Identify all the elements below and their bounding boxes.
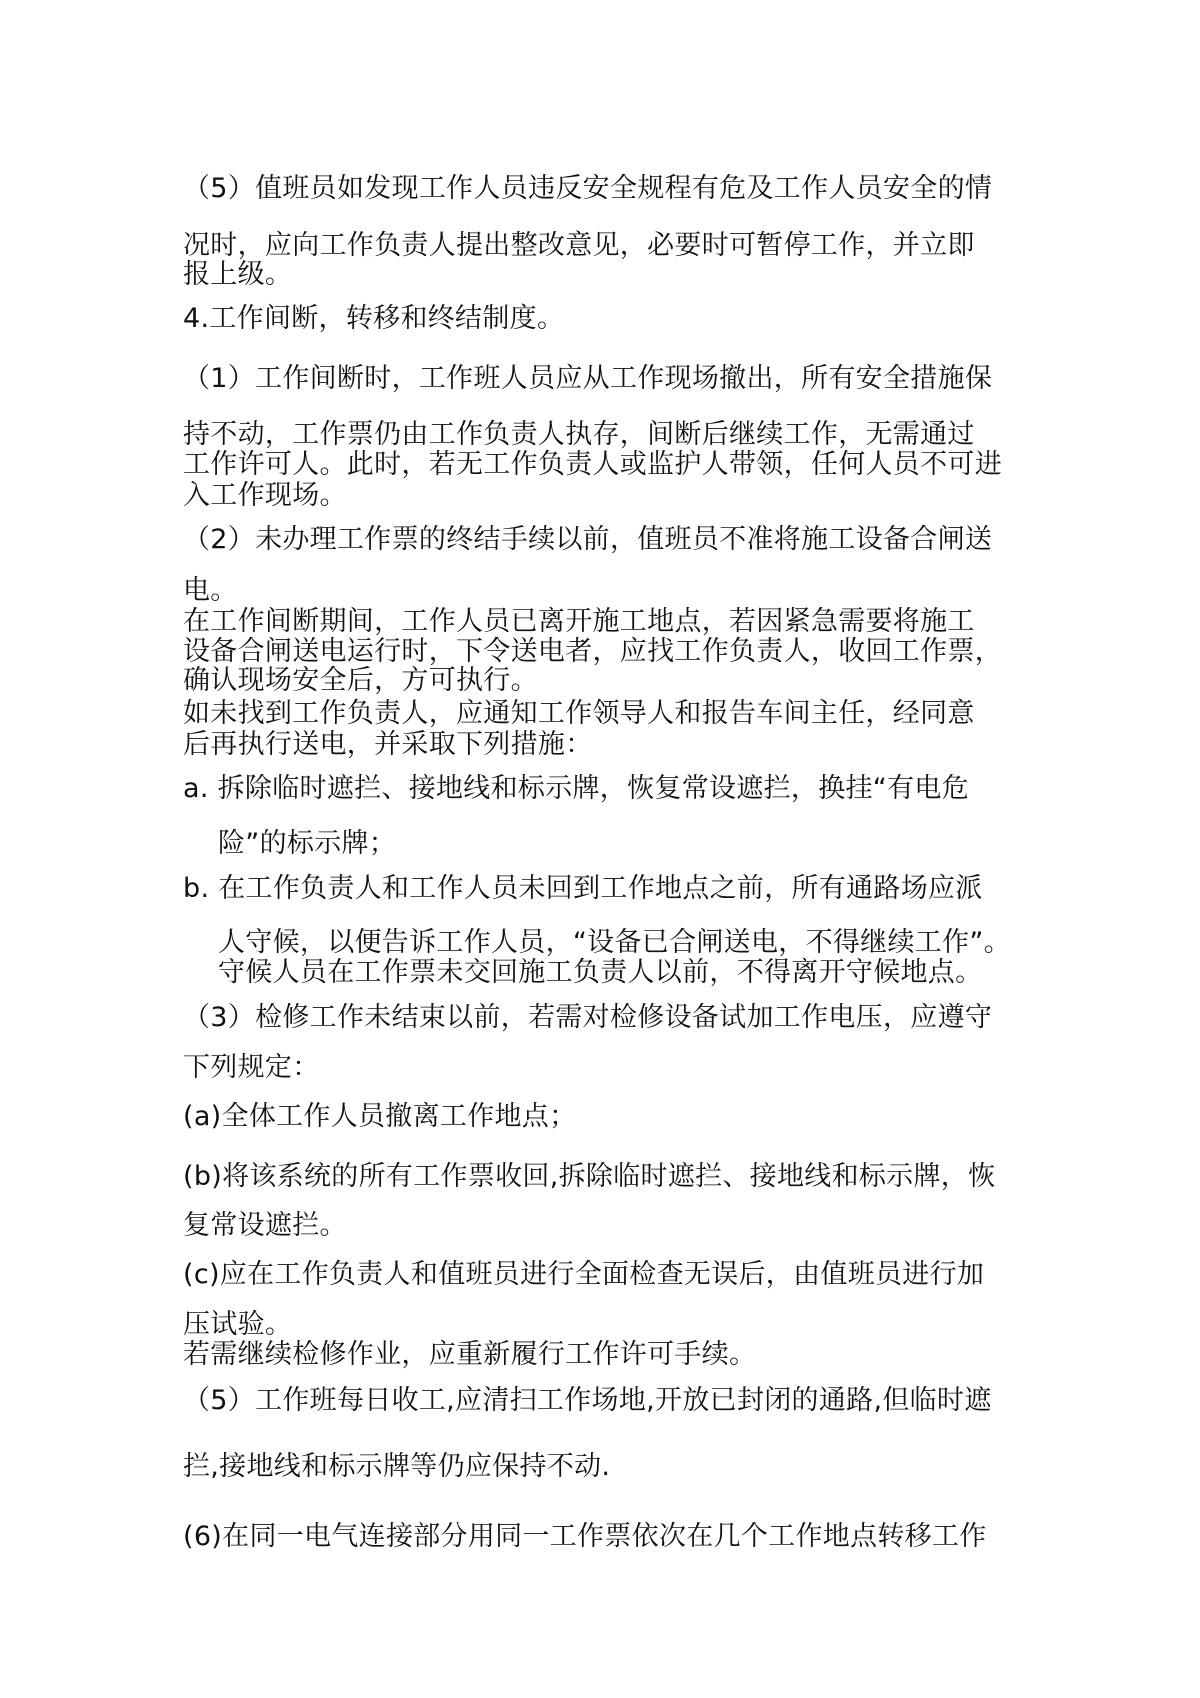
list-item-a-cont: 险”的标示牌； (218, 828, 397, 859)
text-line: 况时，应向工作负责人提出整改意见，必要时可暂停工作，并立即 (183, 230, 975, 261)
text-line: （5）值班员如发现工作人员违反安全规程有危及工作人员安全的情 (183, 173, 993, 204)
text-line: (a)全体工作人员撤离工作地点； (183, 1101, 577, 1132)
text-line: (b)将该系统的所有工作票收回,拆除临时遮拦、接地线和标示牌，恢 (183, 1161, 996, 1192)
text-line: (c)应在工作负责人和值班员进行全面检查无误后，由值班员进行加 (183, 1259, 985, 1290)
text-line: 后再执行送电，并采取下列措施： (183, 729, 593, 760)
text-line: 电。 (183, 575, 238, 606)
text-line: 工作许可人。此时，若无工作负责人或监护人带领，任何人员不可进 (183, 449, 1002, 480)
list-item-b-cont: 守候人员在工作票未交回施工负责人以前，不得离开守候地点。 (218, 957, 983, 988)
text-line: 持不动，工作票仍由工作负责人执存，间断后继续工作，无需通过 (183, 419, 975, 450)
text-line: 在工作间断期间，工作人员已离开施工地点，若因紧急需要将施工 (183, 606, 975, 637)
list-item-b: b. 在工作负责人和工作人员未回到工作地点之前，所有通路场应派 (183, 873, 983, 904)
text-line: （5）工作班每日收工,应清扫工作场地,开放已封闭的通路,但临时遮 (183, 1385, 992, 1416)
text-line: （2）未办理工作票的终结手续以前，值班员不准将施工设备合闸送 (183, 524, 993, 555)
text-line: 若需继续检修作业，应重新履行工作许可手续。 (183, 1339, 757, 1370)
text-line: 如未找到工作负责人，应通知工作领导人和报告车间主任，经同意 (183, 698, 975, 729)
text-line: 压试验。 (183, 1309, 293, 1340)
text-line: 下列规定： (183, 1052, 320, 1083)
text-line: （1）工作间断时，工作班人员应从工作现场撤出，所有安全措施保 (183, 363, 993, 394)
list-item-b-cont: 人守候，以便告诉工作人员，“设备已合闸送电，不得继续工作”。 (218, 927, 1011, 958)
text-line: (6)在同一电气连接部分用同一工作票依次在几个工作地点转移工作 (183, 1521, 987, 1552)
text-line: 复常设遮拦。 (183, 1210, 347, 1241)
text-line: 拦,接地线和标示牌等仍应保持不动. (183, 1451, 611, 1482)
text-line: 报上级。 (183, 259, 293, 290)
text-line: 确认现场安全后，方可执行。 (183, 665, 538, 696)
text-line: 设备合闸送电运行时，下令送电者，应找工作负责人，收回工作票， (183, 636, 1002, 667)
list-item-a: a. 拆除临时遮拦、接地线和标示牌，恢复常设遮拦，换挂“有电危 (183, 773, 969, 804)
text-line: （3）检修工作未结束以前，若需对检修设备试加工作电压，应遵守 (183, 1002, 993, 1033)
text-line: 4.工作间断，转移和终结制度。 (183, 303, 565, 334)
text-line: 入工作现场。 (183, 480, 347, 511)
